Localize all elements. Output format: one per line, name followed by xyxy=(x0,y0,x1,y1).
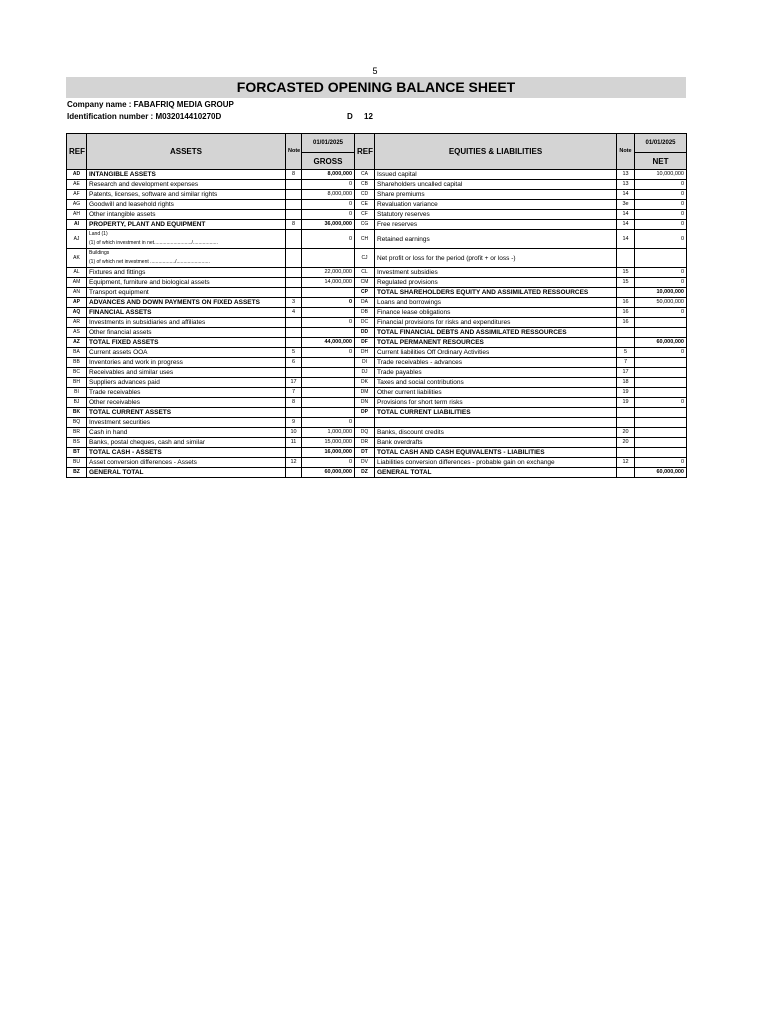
table-row xyxy=(67,318,687,328)
liability-net: 50,000,000 xyxy=(635,298,687,308)
liability-label: Trade receivables - advances xyxy=(375,358,617,368)
header-net: NET xyxy=(635,153,687,170)
header-assets: ASSETS xyxy=(87,134,286,170)
table-row xyxy=(67,358,687,368)
asset-gross: 22,000,000 xyxy=(302,268,355,278)
liability-label: Investment subsidies xyxy=(375,268,617,278)
asset-note xyxy=(286,328,302,338)
liability-label: TOTAL SHAREHOLDERS EQUITY AND ASSIMILATED RESSOURCES xyxy=(375,288,617,298)
liability-note xyxy=(617,249,635,268)
asset-note: 4 xyxy=(286,308,302,318)
asset-ref: AI xyxy=(67,220,87,230)
liability-net: 10,000,000 xyxy=(635,288,687,298)
liability-note: 13 xyxy=(617,170,635,180)
liability-label: Taxes and social contributions xyxy=(375,378,617,388)
liability-net: 10,000,000 xyxy=(635,170,687,180)
asset-gross: 0 xyxy=(302,200,355,210)
table-row xyxy=(67,298,687,308)
asset-gross xyxy=(302,358,355,368)
liability-ref: DA xyxy=(355,298,375,308)
liability-net: 0 xyxy=(635,220,687,230)
asset-ref: AS xyxy=(67,328,87,338)
asset-ref: AF xyxy=(67,190,87,200)
liability-ref: DV xyxy=(355,458,375,468)
liability-label: TOTAL PERMANENT RESOURCES xyxy=(375,338,617,348)
liability-note: 14 xyxy=(617,210,635,220)
liability-note: 5 xyxy=(617,348,635,358)
asset-ref: BA xyxy=(67,348,87,358)
asset-note xyxy=(286,408,302,418)
liability-ref: DD xyxy=(355,328,375,338)
asset-note: 5 xyxy=(286,348,302,358)
table-row xyxy=(67,428,687,438)
table-row xyxy=(67,458,687,468)
asset-note xyxy=(286,210,302,220)
liability-label: Issued capital xyxy=(375,170,617,180)
asset-note: 9 xyxy=(286,418,302,428)
asset-ref: AZ xyxy=(67,338,87,348)
asset-ref: AL xyxy=(67,268,87,278)
asset-gross: 15,000,000 xyxy=(302,438,355,448)
liability-label: Banks, discount credits xyxy=(375,428,617,438)
asset-gross: 1,000,000 xyxy=(302,428,355,438)
asset-gross: 0 xyxy=(302,180,355,190)
asset-label: GENERAL TOTAL xyxy=(87,468,286,478)
table-row xyxy=(67,348,687,358)
liability-note: 20 xyxy=(617,438,635,448)
asset-ref: AG xyxy=(67,200,87,210)
liability-note: 13 xyxy=(617,180,635,190)
asset-gross xyxy=(302,328,355,338)
asset-gross: 8,000,000 xyxy=(302,170,355,180)
liability-note: 17 xyxy=(617,368,635,378)
liability-ref: DI xyxy=(355,358,375,368)
liability-net xyxy=(635,358,687,368)
table-row xyxy=(67,398,687,408)
asset-label: Goodwill and leasehold rights xyxy=(87,200,286,210)
liability-ref: DZ xyxy=(355,468,375,478)
liability-label: TOTAL FINANCIAL DEBTS AND ASSIMILATED RESSOURCES xyxy=(375,328,617,338)
liability-net: 0 xyxy=(635,210,687,220)
liability-label: Other current liabilities xyxy=(375,388,617,398)
table-row xyxy=(67,448,687,458)
liability-ref: CA xyxy=(355,170,375,180)
liability-label: TOTAL CASH AND CASH EQUIVALENTS - LIABILITIES xyxy=(375,448,617,458)
asset-ref: BJ xyxy=(67,398,87,408)
asset-label: Research and development expenses xyxy=(87,180,286,190)
liability-note: 12 xyxy=(617,458,635,468)
liability-net: 0 xyxy=(635,398,687,408)
table-row xyxy=(67,220,687,230)
liability-note xyxy=(617,338,635,348)
liability-label: Trade payables xyxy=(375,368,617,378)
asset-label: ADVANCES AND DOWN PAYMENTS ON FIXED ASSETS xyxy=(87,298,286,308)
asset-label: Receivables and similar uses xyxy=(87,368,286,378)
asset-gross xyxy=(302,388,355,398)
asset-note: 10 xyxy=(286,428,302,438)
liability-ref: CF xyxy=(355,210,375,220)
asset-ref: AQ xyxy=(67,308,87,318)
asset-gross xyxy=(302,398,355,408)
liability-net: 0 xyxy=(635,190,687,200)
liability-label: Liabilities conversion differences - probable gain on exchange xyxy=(375,458,617,468)
asset-label xyxy=(87,249,286,268)
liability-ref: CB xyxy=(355,180,375,190)
liability-note: 19 xyxy=(617,398,635,408)
liability-label: Finance lease obligations xyxy=(375,308,617,318)
liability-note: 14 xyxy=(617,230,635,249)
asset-label: Current assets OOA xyxy=(87,348,286,358)
asset-note xyxy=(286,448,302,458)
asset-ref: AJ xyxy=(67,230,87,249)
liability-net xyxy=(635,378,687,388)
liability-ref: DK xyxy=(355,378,375,388)
asset-gross: 0 xyxy=(302,458,355,468)
page-title: FORCASTED OPENING BALANCE SHEET xyxy=(66,77,686,98)
liability-net: 60,000,000 xyxy=(635,468,687,478)
header-date-assets: 01/01/2025 xyxy=(302,134,355,153)
table-row xyxy=(67,210,687,220)
liability-note xyxy=(617,468,635,478)
liability-ref: CE xyxy=(355,200,375,210)
liability-net xyxy=(635,249,687,268)
asset-note: 17 xyxy=(286,378,302,388)
liability-net: 0 xyxy=(635,268,687,278)
liability-ref: DR xyxy=(355,438,375,448)
asset-note xyxy=(286,278,302,288)
header-ref-assets: REF xyxy=(67,134,87,170)
asset-gross: 44,000,000 xyxy=(302,338,355,348)
asset-label-main: Land (1) xyxy=(89,231,108,237)
asset-ref: AH xyxy=(67,210,87,220)
liability-note: 16 xyxy=(617,308,635,318)
asset-gross: 0 xyxy=(302,318,355,328)
table-row xyxy=(67,190,687,200)
liability-net: 60,000,000 xyxy=(635,338,687,348)
asset-ref: BR xyxy=(67,428,87,438)
asset-label: Fixtures and fittings xyxy=(87,268,286,278)
balance-sheet-table xyxy=(66,133,687,478)
liability-note: 14 xyxy=(617,190,635,200)
asset-ref: BZ xyxy=(67,468,87,478)
table-row xyxy=(67,438,687,448)
liability-label: Free reserves xyxy=(375,220,617,230)
liability-note: 20 xyxy=(617,428,635,438)
asset-label: Asset conversion differences - Assets xyxy=(87,458,286,468)
liability-label: Bank overdrafts xyxy=(375,438,617,448)
liability-ref: CJ xyxy=(355,249,375,268)
liability-net: 0 xyxy=(635,348,687,358)
asset-gross: 16,000,000 xyxy=(302,448,355,458)
liability-ref xyxy=(355,418,375,428)
asset-ref: AE xyxy=(67,180,87,190)
asset-note xyxy=(286,230,302,249)
liability-label: Retained earnings xyxy=(375,230,617,249)
asset-note xyxy=(286,338,302,348)
liability-label: Financial provisions for risks and expenditures xyxy=(375,318,617,328)
asset-gross xyxy=(302,368,355,378)
asset-ref: BU xyxy=(67,458,87,468)
liability-net: 0 xyxy=(635,180,687,190)
liability-net: 0 xyxy=(635,458,687,468)
asset-gross: 0 xyxy=(302,230,355,249)
liability-label xyxy=(375,418,617,428)
liability-net xyxy=(635,368,687,378)
liability-note: 15 xyxy=(617,268,635,278)
asset-gross: 60,000,000 xyxy=(302,468,355,478)
asset-label: Banks, postal cheques, cash and similar xyxy=(87,438,286,448)
liability-note: 16 xyxy=(617,318,635,328)
asset-note xyxy=(286,268,302,278)
liability-ref: CM xyxy=(355,278,375,288)
liability-note xyxy=(617,288,635,298)
asset-label xyxy=(87,230,286,249)
table-row xyxy=(67,328,687,338)
liability-net xyxy=(635,418,687,428)
liability-ref: CL xyxy=(355,268,375,278)
asset-note: 11 xyxy=(286,438,302,448)
liability-ref: CP xyxy=(355,288,375,298)
asset-label-note: (1) of which investment in net.........................../.................. xyxy=(89,240,218,246)
asset-gross xyxy=(302,378,355,388)
asset-ref: AK xyxy=(67,249,87,268)
asset-label: Transport equipment xyxy=(87,288,286,298)
liability-note: 16 xyxy=(617,298,635,308)
header-liabilities: EQUITIES & LIABILITIES xyxy=(375,134,617,170)
d-label: D xyxy=(347,112,353,121)
asset-label: Cash in hand xyxy=(87,428,286,438)
asset-gross: 8,000,000 xyxy=(302,190,355,200)
liability-note: 3e xyxy=(617,200,635,210)
liability-net: 0 xyxy=(635,230,687,249)
liability-label: Provisions for short term risks xyxy=(375,398,617,408)
asset-label: Other intangible assets xyxy=(87,210,286,220)
asset-ref: AN xyxy=(67,288,87,298)
asset-label: TOTAL CURRENT ASSETS xyxy=(87,408,286,418)
liability-note xyxy=(617,418,635,428)
asset-note: 12 xyxy=(286,458,302,468)
table-row xyxy=(67,200,687,210)
asset-ref: AM xyxy=(67,278,87,288)
liability-note: 7 xyxy=(617,358,635,368)
asset-label: TOTAL CASH - ASSETS xyxy=(87,448,286,458)
asset-label: TOTAL FIXED ASSETS xyxy=(87,338,286,348)
liability-note: 18 xyxy=(617,378,635,388)
liability-net xyxy=(635,428,687,438)
liability-label: TOTAL CURRENT LIABILITIES xyxy=(375,408,617,418)
asset-note xyxy=(286,368,302,378)
asset-ref: AD xyxy=(67,170,87,180)
table-row xyxy=(67,378,687,388)
asset-ref: AR xyxy=(67,318,87,328)
liability-ref: DM xyxy=(355,388,375,398)
asset-gross xyxy=(302,249,355,268)
liability-note: 14 xyxy=(617,220,635,230)
asset-gross xyxy=(302,408,355,418)
asset-label: Patents, licenses, software and similar rights xyxy=(87,190,286,200)
liability-ref: DT xyxy=(355,448,375,458)
header-note-assets: Note xyxy=(286,134,302,170)
asset-ref: BS xyxy=(67,438,87,448)
table-row xyxy=(67,268,687,278)
asset-label: Inventories and work in progress xyxy=(87,358,286,368)
asset-label: PROPERTY, PLANT AND EQUIPMENT xyxy=(87,220,286,230)
liability-note xyxy=(617,328,635,338)
liability-note xyxy=(617,448,635,458)
header-note-liabilities: Note xyxy=(617,134,635,170)
identification-number: Identification number : M032014410270D xyxy=(67,112,222,121)
liability-ref: DN xyxy=(355,398,375,408)
liability-label: Regulated provisions xyxy=(375,278,617,288)
asset-gross xyxy=(302,288,355,298)
liability-net xyxy=(635,438,687,448)
asset-ref: BI xyxy=(67,388,87,398)
asset-label: Investment securities xyxy=(87,418,286,428)
liability-note: 15 xyxy=(617,278,635,288)
table-row xyxy=(67,288,687,298)
liability-label: Statutory reserves xyxy=(375,210,617,220)
asset-ref: AP xyxy=(67,298,87,308)
asset-label: Equipment, furniture and biological assets xyxy=(87,278,286,288)
asset-label: Investments in subsidiaries and affiliates xyxy=(87,318,286,328)
header-date-liabilities: 01/01/2025 xyxy=(635,134,687,153)
asset-note: 8 xyxy=(286,220,302,230)
liability-net: 0 xyxy=(635,200,687,210)
asset-ref: BH xyxy=(67,378,87,388)
asset-note xyxy=(286,318,302,328)
asset-note xyxy=(286,288,302,298)
liability-ref: CG xyxy=(355,220,375,230)
liability-note xyxy=(617,408,635,418)
asset-note: 8 xyxy=(286,398,302,408)
table-row xyxy=(67,338,687,348)
liability-net xyxy=(635,328,687,338)
asset-note: 6 xyxy=(286,358,302,368)
table-row xyxy=(67,308,687,318)
asset-note xyxy=(286,200,302,210)
asset-gross: 14,000,000 xyxy=(302,278,355,288)
liability-net xyxy=(635,448,687,458)
table-row xyxy=(67,180,687,190)
liability-net: 0 xyxy=(635,278,687,288)
asset-note xyxy=(286,180,302,190)
liability-label: Shareholders uncalled capital xyxy=(375,180,617,190)
asset-ref: BT xyxy=(67,448,87,458)
table-row xyxy=(67,170,687,180)
asset-note xyxy=(286,190,302,200)
liability-net xyxy=(635,388,687,398)
table-row xyxy=(67,418,687,428)
liability-ref: DC xyxy=(355,318,375,328)
asset-note xyxy=(286,249,302,268)
liability-ref: DQ xyxy=(355,428,375,438)
asset-label: Suppliers advances paid xyxy=(87,378,286,388)
asset-label: Other financial assets xyxy=(87,328,286,338)
asset-ref: BB xyxy=(67,358,87,368)
asset-gross: 0 xyxy=(302,298,355,308)
liability-ref: CD xyxy=(355,190,375,200)
liability-ref: DP xyxy=(355,408,375,418)
table-row xyxy=(67,468,687,478)
asset-gross: 0 xyxy=(302,418,355,428)
asset-label-note: (1) of which net investment ................../........................ xyxy=(89,259,210,265)
header-ref-liabilities: REF xyxy=(355,134,375,170)
asset-label-main: Buildings xyxy=(89,250,110,256)
liability-note: 19 xyxy=(617,388,635,398)
asset-note: 3 xyxy=(286,298,302,308)
liability-label: Revaluation variance xyxy=(375,200,617,210)
liability-net xyxy=(635,318,687,328)
asset-label: Trade receivables xyxy=(87,388,286,398)
asset-ref: BC xyxy=(67,368,87,378)
asset-note xyxy=(286,468,302,478)
liability-net: 0 xyxy=(635,308,687,318)
liability-label: Net profit or loss for the period (profit + or loss -) xyxy=(375,249,617,268)
asset-gross: 0 xyxy=(302,210,355,220)
asset-label: FINANCIAL ASSETS xyxy=(87,308,286,318)
asset-label: Other receivables xyxy=(87,398,286,408)
asset-ref: BQ xyxy=(67,418,87,428)
asset-label: INTANGIBLE ASSETS xyxy=(87,170,286,180)
table-row xyxy=(67,368,687,378)
d-value: 12 xyxy=(364,112,373,121)
asset-note: 8 xyxy=(286,170,302,180)
table-row xyxy=(67,249,687,268)
liability-label: GENERAL TOTAL xyxy=(375,468,617,478)
table-row xyxy=(67,230,687,249)
asset-gross xyxy=(302,308,355,318)
asset-note: 7 xyxy=(286,388,302,398)
header-gross: GROSS xyxy=(302,153,355,170)
liability-label: Current liabilities Off Ordinary Activities xyxy=(375,348,617,358)
liability-label: Loans and borrowings xyxy=(375,298,617,308)
liability-ref: DJ xyxy=(355,368,375,378)
table-row xyxy=(67,278,687,288)
liability-label: Share premiums xyxy=(375,190,617,200)
asset-ref: BK xyxy=(67,408,87,418)
table-row xyxy=(67,388,687,398)
asset-gross: 36,000,000 xyxy=(302,220,355,230)
company-name: Company name : FABAFRIQ MEDIA GROUP xyxy=(67,100,234,109)
liability-ref: DH xyxy=(355,348,375,358)
asset-gross: 0 xyxy=(302,348,355,358)
liability-ref: DF xyxy=(355,338,375,348)
page-number: 5 xyxy=(372,66,378,76)
table-row xyxy=(67,408,687,418)
liability-ref: CH xyxy=(355,230,375,249)
liability-ref: DB xyxy=(355,308,375,318)
liability-net xyxy=(635,408,687,418)
